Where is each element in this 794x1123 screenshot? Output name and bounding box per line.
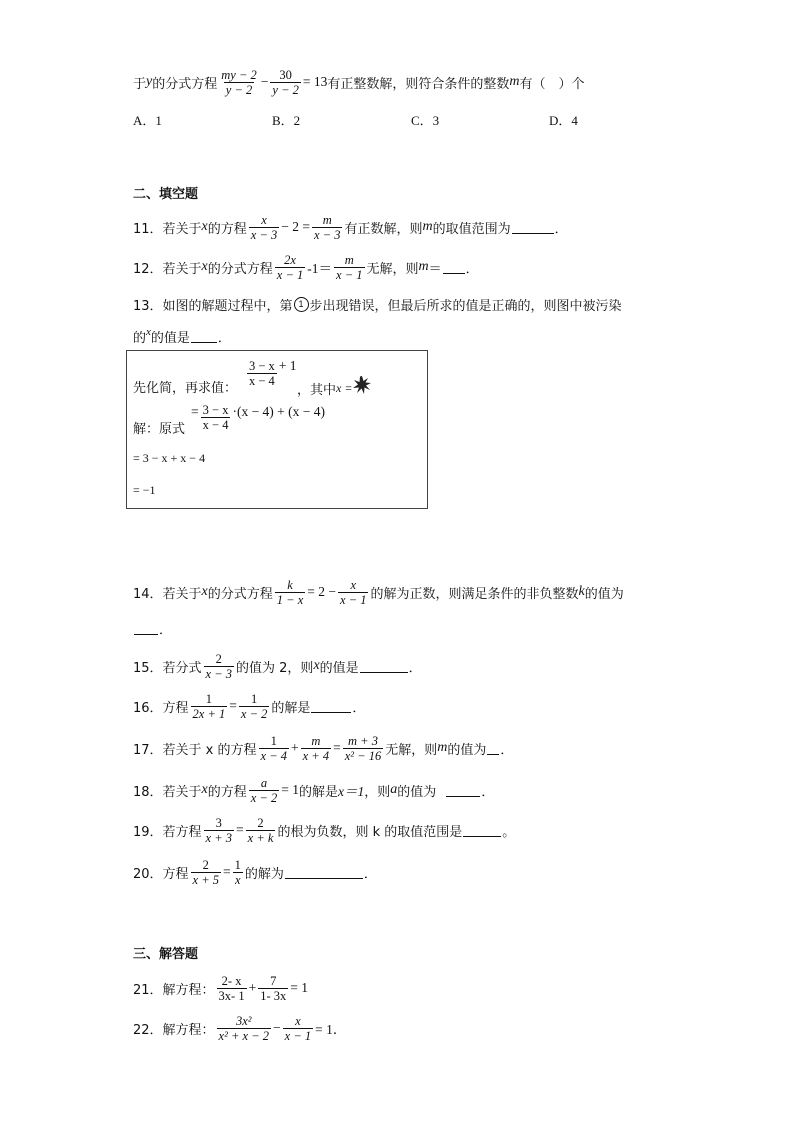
q10-choice-d: D．4 [549,113,578,128]
q11-fraction-1: $\frac{x}{x - 3}$ [250,212,278,242]
figure-solution-line-3: = −1 [133,483,156,497]
q21-fraction-1: $\frac{2- x}{3x- 1}$ [218,973,245,1003]
q15: 15．若分式 $\frac{2}{x - 3}$ 的值为 2，则 x 的值是 ． [133,651,422,681]
q16-fraction-1: $\frac{1}{2x + 1}$ [192,691,226,721]
q22: 22．解方程： $\frac{\text{3x²}}{\text{x² + x − 2}}$ − $\frac{x}{x - 1}$ = 1． [133,1013,347,1043]
ink-stain-icon [353,376,371,394]
q17: 17．若关于 x 的方程 $\frac{1}{x - 4}$ + $\frac{m}{x + 4}$ = $\frac{m + 3}{\text{x² − 16}}$ 无解，则 m 的值为 ． [133,733,514,763]
section-answer-title: 三、解答题 [133,947,199,962]
figure-solution-line-1: 解：原式 = $\frac{3 - x}{x - 4}$ ·(x − 4) + (x − 4) [133,403,326,437]
q13-line-2: 的 x 的值是 ． [133,326,231,346]
figure-intro: 先化简，再求值： [133,381,238,396]
q11-answer-blank [512,221,554,234]
q21: 21．解方程： $\frac{2- x}{3x- 1}$ + $\frac{7}{1- 3x}$ = 1 [133,973,309,1003]
q11-fraction-2: $\frac{m}{x - 3}$ [314,212,341,242]
q13-line-1: 13．如图的解题过程中，第 1 步出现错误，但最后所求的值是正确的，则图中被污染 [133,298,622,314]
q19-answer-blank [463,824,501,837]
q14-answer-blank [134,622,158,635]
q15-answer-blank [360,660,408,673]
q10-choice-a: A．1 [133,113,162,128]
q16-fraction-2: $\frac{1}{x - 2}$ [240,691,268,721]
q17-fraction-3: $\frac{m + 3}{\text{x² − 16}}$ [344,733,382,763]
q17-answer-blank [487,742,499,755]
q10-choice-c: C．3 [411,113,440,128]
q12-fraction-1: $\frac{2x}{x - 1}$ [276,252,304,282]
q12: 12．若关于 x 的分式方程 $\frac{2x}{x - 1}$ -1＝ $\frac{m}{x - 1}$ 无解，则 m ＝ ． [133,252,479,282]
q15-fraction: $\frac{2}{x - 3}$ [205,651,233,681]
q10-stem: 于 y 的分式方程 $\frac{my - 2}{y - 2}$ − $\frac{30}{y - 2}$ = 13 有正整数解，则符合条件的整数 m 有（ ）个 [133,67,585,97]
q16-answer-blank [311,700,351,713]
q11: 11．若关于 x 的方程 $\frac{x}{x - 3}$ − 2 = $\frac{m}{x - 3}$ 有正数解，则 m 的取值范围为 ． [133,212,568,242]
q20-answer-blank [285,866,363,879]
q19: 19．若方程 $\frac{3}{x + 3}$ = $\frac{2}{x + k}$ 的根为负数，则 k 的取值范围是 。 [133,815,516,845]
q10-choice-b: B．2 [272,113,301,128]
q20-fraction-2: $\frac{1}{x}$ [234,857,241,887]
q22-fraction-2: $\frac{x}{x - 1}$ [284,1013,312,1043]
q21-fraction-2: $\frac{7}{1- 3x}$ [260,973,287,1003]
q10-fraction-2: $\frac{30}{y - 2}$ [272,67,299,97]
q20: 20．方程 $\frac{2}{x + 5}$ = $\frac{1}{x}$ 的解为 ． [133,857,377,887]
q19-fraction-2: $\frac{2}{x + k}$ [247,815,274,845]
figure-expression: $\frac{3 - x}{x - 4}$ + 1 [249,357,297,388]
q12-fraction-2: $\frac{m}{x - 1}$ [336,252,363,282]
q13-answer-blank [191,330,217,343]
q14-line-2: ． [133,614,172,642]
q14-fraction-1: $\frac{k}{1 - x}$ [276,577,304,607]
figure-where-clause: ，其中 x = [297,379,371,398]
solution-figure-box [126,350,428,509]
q19-fraction-1: $\frac{3}{x + 3}$ [205,815,233,845]
q14-fraction-2: $\frac{x}{x - 1}$ [340,577,367,607]
q18-answer-blank [446,784,480,797]
q17-fraction-2: $\frac{m}{x + 4}$ [302,733,330,763]
q10-fraction-1: $\frac{my - 2}{y - 2}$ [221,67,257,97]
section-fill-blank-title: 二、填空题 [133,187,199,202]
q12-answer-blank [443,261,465,274]
q17-fraction-1: $\frac{1}{x - 4}$ [260,733,287,763]
q20-fraction-1: $\frac{2}{x + 5}$ [192,857,220,887]
q18: 18．若关于 x 的方程 $\frac{a}{x - 2}$ = 1 的解是 x＝1 ，则 a 的值为 ． [133,775,495,805]
q10-text-b: 的分式方程 [152,76,218,92]
figure-solution-line-2: = 3 − x + x − 4 [133,451,206,465]
q16: 16．方程 $\frac{1}{2x + 1}$ = $\frac{1}{x - 2}$ 的解是 ． [133,691,366,721]
q14: 14．若关于 x 的分式方程 $\frac{k}{1 - x}$ = 2 − $\frac{x}{x - 1}$ 的解为正数，则满足条件的非负整数 k 的值为 [133,577,624,607]
q22-fraction-1: $\frac{\text{3x²}}{\text{x² + x − 2}}$ [218,1013,270,1043]
q18-fraction: $\frac{a}{x - 2}$ [250,775,278,805]
q10-var-y: y [146,74,153,89]
q10-text-a: 于 [133,76,147,92]
step-1-circled-number: 1 [294,297,309,312]
